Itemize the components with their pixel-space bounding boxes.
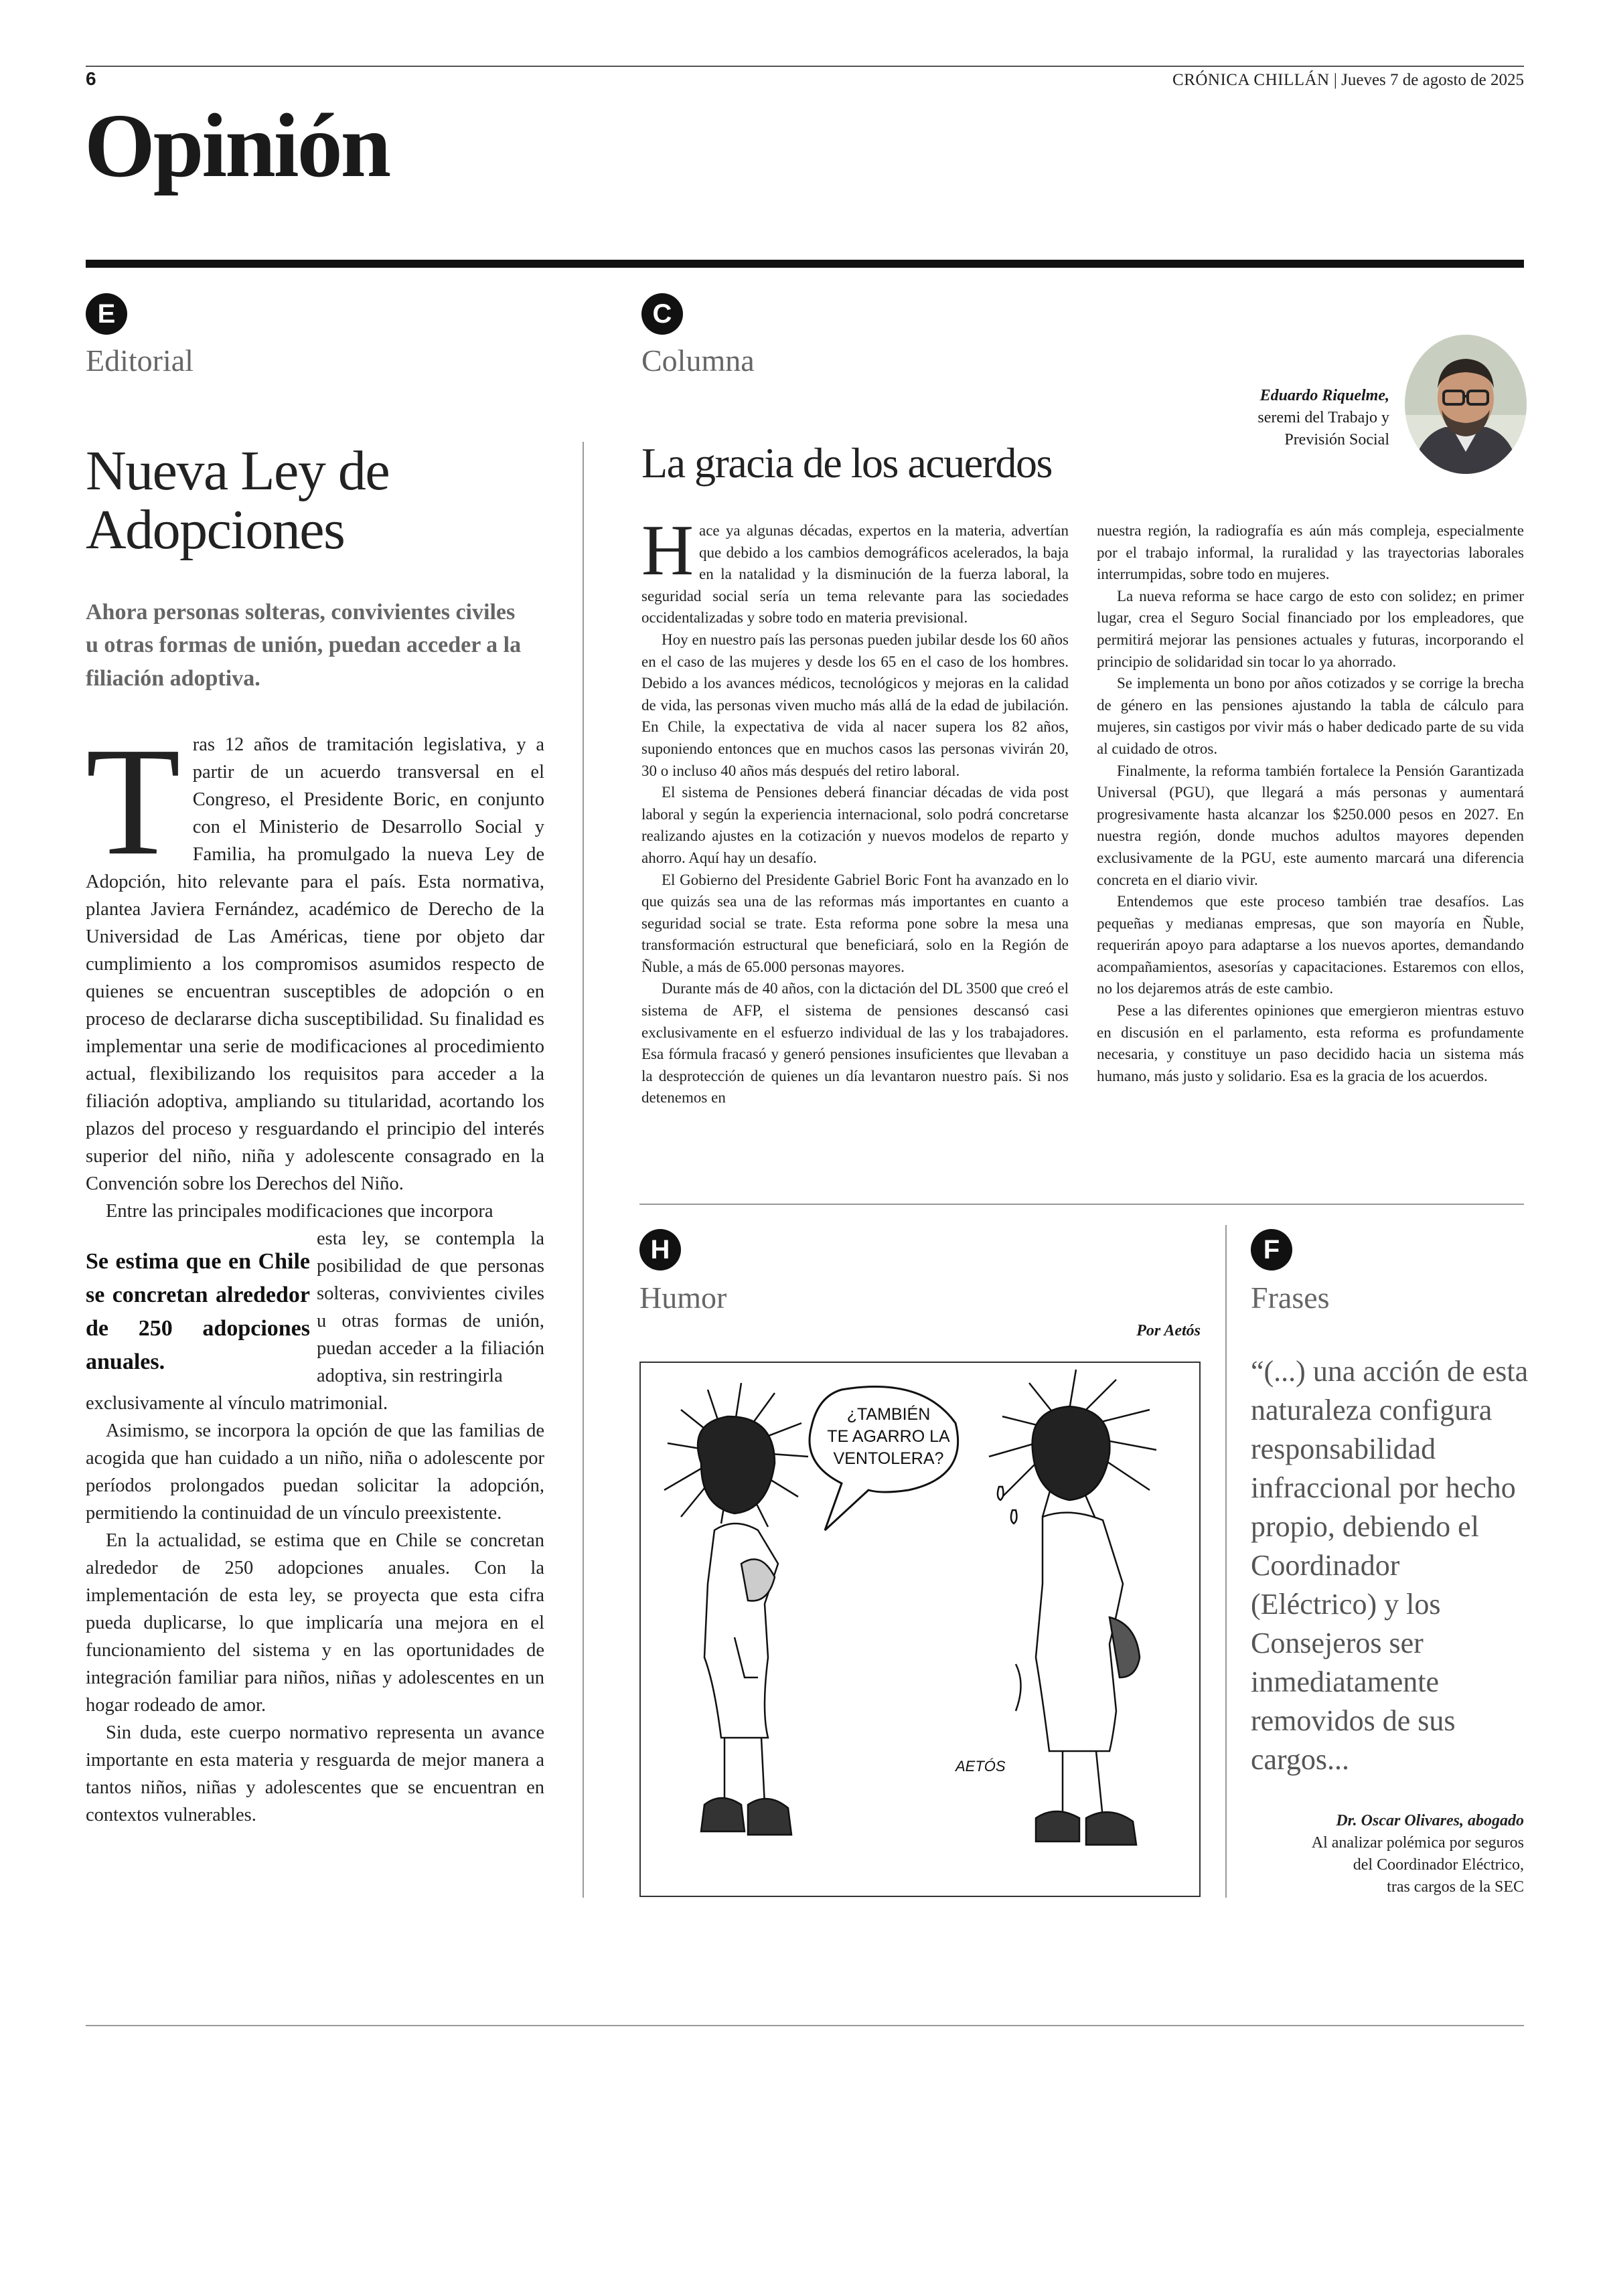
editorial-paragraph-2c: exclusivamente al vínculo matrimonial. [86, 1393, 388, 1414]
cartoon-signature: AETÓS [955, 1758, 1006, 1775]
editorial-badge: E [86, 293, 127, 335]
frases-context-2: del Coordinador Eléctrico, [1353, 1856, 1524, 1874]
column-col2-p4: Finalmente, la reforma también fortalece la Pensión Garantizada Universal (PGU), que llegará a más personas y aumentará progresivamente hasta alcanzar los $250.000 pesos en 2027. En nuestra región, donde muchos adultos mayores dependen exclusivamente de la PGU, este aumento marcará una diferencia concreta en el diario vivir. [1097, 762, 1524, 888]
frases-quote: “(...) una acción de esta naturaleza configura responsabilidad infraccional por hecho propio, debiendo el Coordinador (Eléctrico) y los Consejeros ser inmediatamente removidos de sus cargos... [1251, 1355, 1529, 1776]
column-author-info [1138, 385, 1389, 451]
frases-attribution [1251, 1810, 1524, 1898]
column-divider [583, 442, 584, 1898]
frases-context-1: Al analizar polémica por seguros [1311, 1834, 1524, 1852]
bottom-rule [86, 2025, 1524, 2026]
editorial-paragraph-2b: esta ley, se contempla la posibilidad de que personas solteras, convivientes civiles u otras formas de unión, puedan acceder a la filiación adoptiva, sin restringirla [317, 1228, 544, 1386]
column-col1-p3: El sistema de Pensiones deberá financiar décadas de vida post laboral y según la experiencia internacional, solo podrá concretarse realizando ajustes en la cotización y nuevos modelos de reparto y ahorro. Aquí hay un desafío. [641, 784, 1069, 866]
column-col1-p2: Hoy en nuestro país las personas pueden jubilar desde los 60 años en el caso de las mujeres y desde los 65 en el caso de los hombres. Debido a los avances médicos, tecnológicos y mejoras en la calidad de vida, las personas viven mucho más allá de la edad de jubilación. En Chile, la expectativa de vida al nacer supera los 82 años, suponiendo entonces que en muchos casos las personas vivirán 20, 30 o incluso 40 años más después del retiro laboral. [641, 631, 1069, 779]
speech-line-2: TE AGARRO LA [827, 1427, 950, 1446]
editorial-dropcap: T [86, 716, 181, 888]
issue-date: Jueves 7 de agosto de 2025 [1341, 71, 1524, 89]
frases-badge: F [1251, 1229, 1292, 1270]
column-bottom-rule [639, 1204, 1524, 1205]
editorial-paragraph-3: Asimismo, se incorpora la opción de que las familias de acogida que han cuidado a un niño, niña o adolescente por períodos prolongados puedan solicitar la adopción, permitiendo la continuidad de un vínculo preexistente. [86, 1420, 544, 1524]
editorial-subhead: Ahora personas solteras, convivientes civiles u otras formas de unión, puedan acceder a la filiación adoptiva. [86, 600, 522, 691]
column-text-col1 [641, 511, 1069, 1109]
column-dropcap: H [641, 511, 694, 590]
column-text-col2 [1097, 520, 1524, 1087]
editorial-headline [86, 442, 554, 560]
editorial-headline-line1: Nueva Ley de [86, 440, 390, 502]
humor-frases-divider [1225, 1225, 1227, 1898]
speech-line-3: VENTOLERA? [833, 1449, 944, 1468]
editorial-paragraph-2a: Entre las principales modificaciones que incorpora [106, 1201, 493, 1222]
editorial-body [86, 716, 544, 1829]
column-author-role-2: Previsión Social [1284, 431, 1389, 448]
column-badge: C [641, 293, 683, 335]
frases-context-3: tras cargos de la SEC [1387, 1878, 1524, 1896]
editorial-paragraph-1: ras 12 años de tramitación legislativa, y a partir de un acuerdo transversal en el Congreso, el Presidente Boric, en conjunto con el Ministerio de Desarrollo Social y Familia, ha promulgado la nueva Ley de Adopción, hito relevante para el país. Esta normativa, plantea Javiera Fernández, académico de Derecho de la Universidad de Las Américas, tiene por objeto dar cumplimiento a los compromisos asumidos respecto de quienes se encuentran susceptibles de adopción o en proceso de declararse dicha susceptibilidad. Su finalidad es implementar una serie de modificaciones al procedimiento actual, flexibilizando los requisitos para acceder a la filiación adoptiva, ampliando su titularidad, acortando los plazos del proceso y resguardando el principio del interés superior del niño, niña y adolescente consagrado en la Convención sobre los Derechos del Niño. [86, 734, 544, 1194]
masthead: CRÓNICA CHILLÁN | Jueves 7 de agosto de 2025 [1172, 71, 1524, 89]
humor-byline: Por Aetós [1136, 1322, 1201, 1339]
editorial-paragraph-4: En la actualidad, se estima que en Chile se concretan alrededor de 250 adopciones anuales. Con la implementación de esta ley, se proyecta que esta cifra pueda duplicarse, lo que implicaría una mejora en el funcionamiento del sistema y en las oportunidades de integración familiar para niños, niñas y adolescentes en un hogar rodeado de amor. [86, 1530, 544, 1716]
humor-badge: H [639, 1229, 681, 1270]
column-author-photo [1405, 335, 1527, 474]
section-rule [86, 260, 1524, 268]
column-col2-p3: Se implementa un bono por años cotizados y se corrige la brecha de género en las pensiones ajustando la tabla de cálculo para mujeres, sin castigos por vivir más o haber dedicado parte de su vida al cuidado de otros. [1097, 675, 1524, 757]
column-col2-p6: Pese a las diferentes opiniones que emergieron mientras estuvo en discusión en el parlamento, esta reforma es profundamente necesaria, y constituye un paso decidido hacia un sistema más humano, más justo y solidario. Esa es la gracia de los acuerdos. [1097, 1002, 1524, 1084]
author-portrait-icon [1405, 335, 1527, 474]
column-col1-p5: Durante más de 40 años, con la dictación del DL 3500 que creó el sistema de AFP, el sistema de pensiones descansó casi exclusivamente en el esfuerzo individual de las y los trabajadores. Esa fórmula fracasó y generó pensiones insuficientes que llevaban a la desprotección de quienes un día levantaron nuestro país. Si nos detenemos en [641, 980, 1069, 1106]
top-rule [86, 66, 1524, 67]
column-author-role-1: seremi del Trabajo y [1257, 409, 1389, 426]
speech-line-1: ¿TAMBIÉN [846, 1405, 931, 1424]
editorial-pullquote: Se estima que en Chile se concretan alrededor de 250 adopciones anuales. [86, 1249, 310, 1374]
editorial-paragraph-5: Sin duda, este cuerpo normativo representa un avance importante en esta materia y resguarda de mejor manera a tantos niños, niñas y adolescentes que se encuentran en contextos vulnerables. [86, 1722, 544, 1825]
cartoon-frame [639, 1362, 1201, 1897]
cartoon-drawing-icon [641, 1363, 1199, 1896]
column-headline: La gracia de los acuerdos [641, 439, 1052, 487]
editorial-headline-line2: Adopciones [86, 499, 345, 562]
column-col2-p2: La nueva reforma se hace cargo de esto con solidez; en primer lugar, crea el Seguro Social financiado por los empleadores, que permitirá mejorar las pensiones actuales y futuras, incorporando el principio de solidaridad sin tocar lo ya ahorrado. [1097, 587, 1524, 670]
column-label: Columna [641, 343, 755, 378]
section-title: Opinión [84, 96, 390, 196]
column-col1-p4: El Gobierno del Presidente Gabriel Boric Font ha avanzado en lo que quizás sea una de las reformas más importantes en cuanto a seguridad social se trate. Esta reforma pone sobre la mesa una transformación estructural que beneficiará, solo en la Región de Ñuble, a más de 65.000 personas mayores. [641, 871, 1069, 975]
column-col2-p1: nuestra región, la radiografía es aún más compleja, especialmente por el trabajo informal, la ruralidad y las trayectorias laborales interrumpidas, sobre todo en mujeres. [1097, 522, 1524, 583]
column-col2-p5: Entendemos que este proceso también trae desafíos. Las pequeñas y medianas empresas, que son mayoría en Ñuble, requerirán apoyo para adaptarse a los nuevos aportes, demandando acompañamientos, asesorías y capacitaciones. Estaremos con ellos, no los dejaremos atrás de este cambio. [1097, 893, 1524, 997]
publication-name: CRÓNICA CHILLÁN [1172, 71, 1330, 89]
frases-author: Dr. Oscar Olivares, abogado [1336, 1812, 1524, 1829]
humor-label: Humor [639, 1281, 727, 1315]
frases-label: Frases [1251, 1281, 1330, 1315]
column-col1-p1: ace ya algunas décadas, expertos en la materia, advertían que debido a los cambios demográficos acelerados, la baja en la natalidad y la disminución de la fuerza laboral, la seguridad social sería un tema relevante para las sociedades occidentalizadas y sobre todo en materia previsional. [641, 522, 1069, 627]
editorial-label: Editorial [86, 343, 194, 378]
page-number: 6 [86, 68, 96, 89]
column-author-name: Eduardo Riquelme, [1259, 387, 1389, 404]
